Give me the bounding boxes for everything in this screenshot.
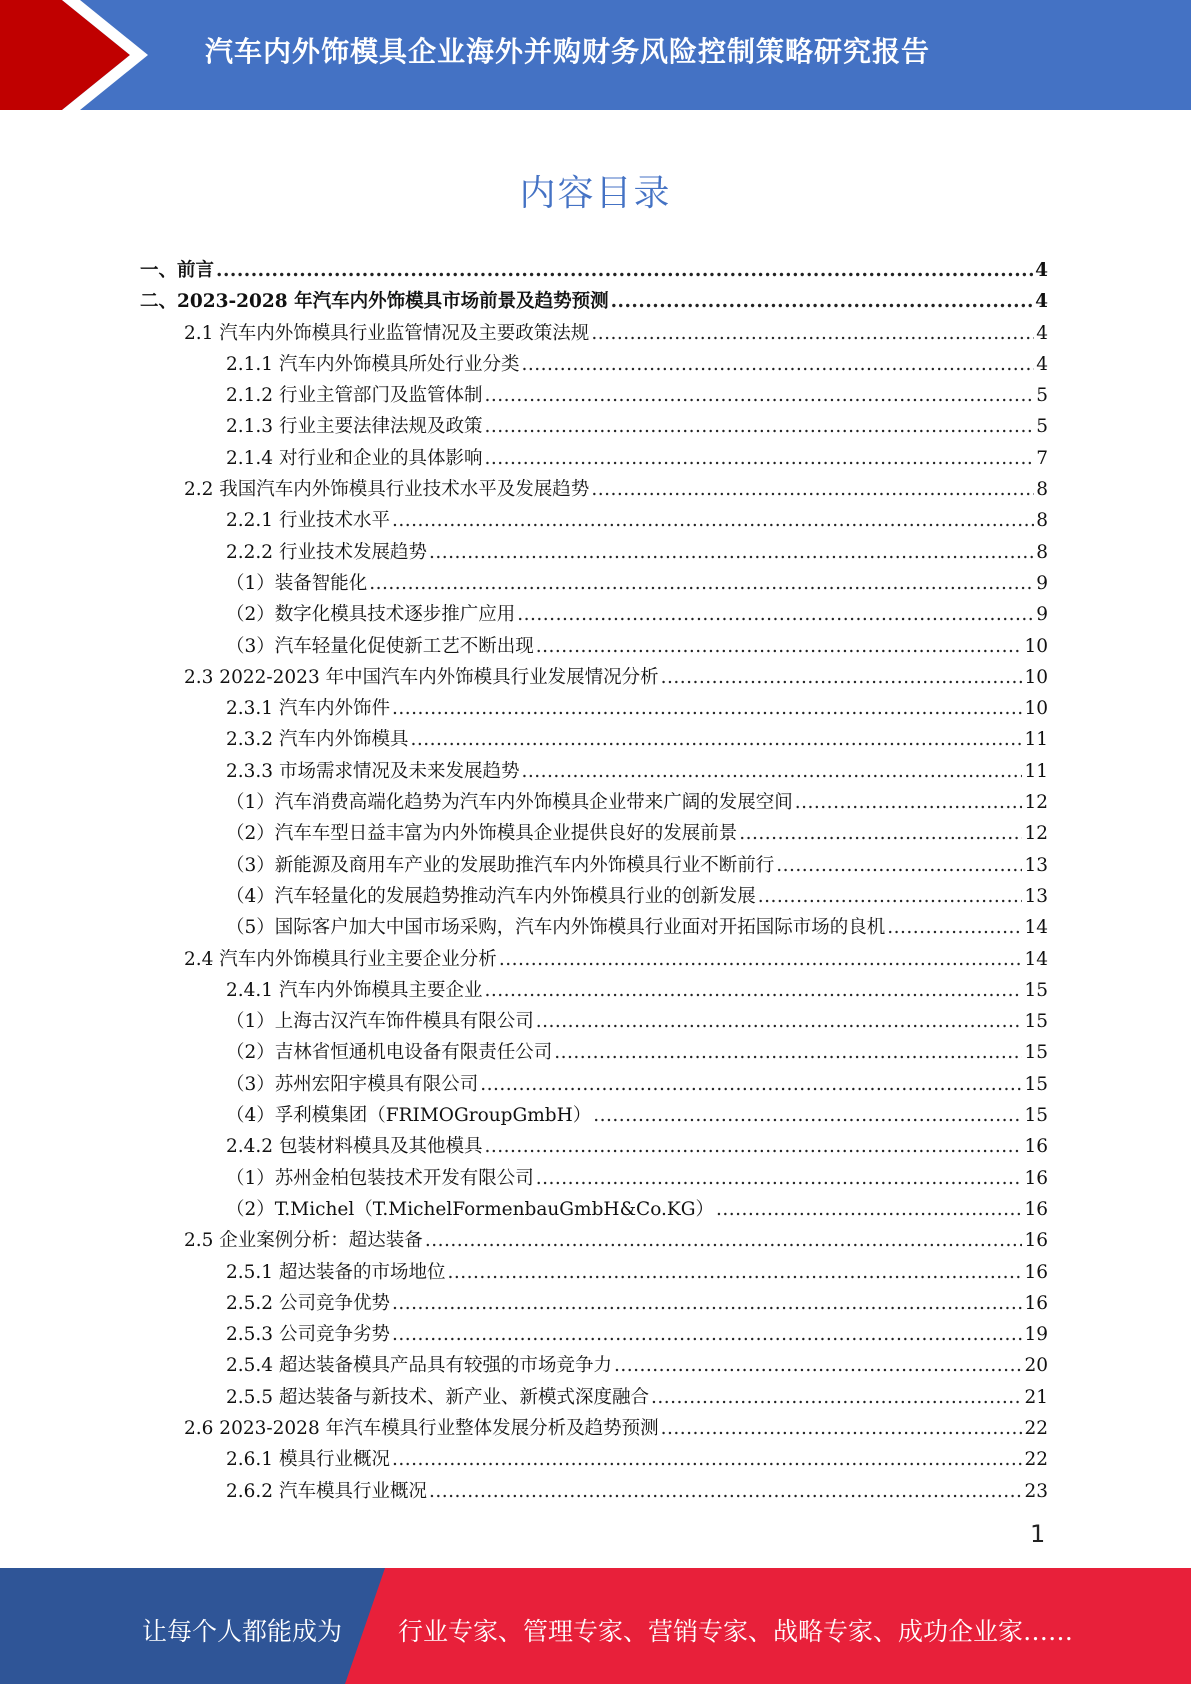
toc-entry-page: 15 [1024, 1073, 1048, 1095]
toc-entry[interactable] [140, 1006, 1048, 1037]
toc-entry-page: 11 [1024, 729, 1048, 751]
toc-entry-label: 2.5.1 超达装备的市场地位 [226, 1261, 446, 1283]
toc-entry-label: 2.5 企业案例分析：超达装备 [184, 1230, 423, 1252]
toc-entry-page: 11 [1024, 760, 1048, 782]
toc-entry-page: 13 [1024, 854, 1048, 876]
toc-entry-page: 9 [1036, 572, 1048, 594]
toc-entry-page: 14 [1024, 948, 1048, 970]
toc-dot-leader [739, 818, 1022, 849]
toc-entry-label: 2.4 汽车内外饰模具行业主要企业分析 [184, 948, 497, 970]
toc-entry-label: （4）汽车轻量化的发展趋势推动汽车内外饰模具行业的创新发展 [226, 885, 756, 907]
toc-entry[interactable] [140, 1100, 1048, 1131]
toc-entry-page: 22 [1024, 1417, 1048, 1439]
toc-dot-leader [661, 662, 1023, 693]
toc-entry[interactable] [140, 474, 1048, 505]
toc-dot-leader [392, 1444, 1022, 1475]
toc-entry-label: 2.5.4 超达装备模具产品具有较强的市场竞争力 [226, 1355, 612, 1377]
toc-entry[interactable] [140, 1382, 1048, 1413]
toc-dot-leader [758, 881, 1023, 912]
toc-entry-label: 2.6.2 汽车模具行业概况 [226, 1480, 427, 1502]
toc-entry[interactable] [140, 1350, 1048, 1381]
toc-entry-label: 2.3.3 市场需求情况及未来发展趋势 [226, 760, 520, 782]
toc-entry-page: 16 [1024, 1136, 1048, 1158]
toc-dot-leader [425, 1225, 1023, 1256]
toc-entry-page: 4 [1035, 291, 1048, 313]
toc-entry[interactable] [140, 662, 1048, 693]
toc-dot-leader [536, 631, 1023, 662]
toc-dot-leader [499, 944, 1023, 975]
toc-dot-leader [369, 568, 1034, 599]
toc-entry-page: 10 [1024, 635, 1048, 657]
toc-entry-label: （2）汽车车型日益丰富为内外饰模具企业提供良好的发展前景 [226, 823, 738, 845]
toc-entry-label: （1）上海古汉汽车饰件模具有限公司 [226, 1011, 534, 1033]
toc-entry-label: 二、2023-2028 年汽车内外饰模具市场前景及趋势预测 [140, 291, 609, 313]
toc-dot-leader [447, 1257, 1022, 1288]
toc-entry[interactable] [140, 380, 1048, 411]
toc-entry-page: 16 [1024, 1261, 1048, 1283]
toc-entry-label: 2.1 汽车内外饰模具行业监管情况及主要政策法规 [184, 322, 590, 344]
toc-dot-leader [484, 443, 1034, 474]
toc-dot-leader [410, 724, 1022, 755]
toc-dot-leader [554, 1037, 1022, 1068]
footer-slogan-right: 行业专家、管理专家、营销专家、战略专家、成功企业家…… [398, 1617, 1074, 1646]
toc-entry[interactable] [140, 1225, 1048, 1256]
toc-entry-label: 2.5.5 超达装备与新技术、新产业、新模式深度融合 [226, 1386, 649, 1408]
toc-entry[interactable] [140, 1413, 1048, 1444]
toc-entry-page: 15 [1024, 1042, 1048, 1064]
toc-entry-label: 2.1.4 对行业和企业的具体影响 [226, 447, 483, 469]
toc-entry-page: 5 [1036, 416, 1048, 438]
toc-entry-page: 22 [1024, 1449, 1048, 1471]
toc-dot-leader [429, 1476, 1022, 1507]
toc-dot-leader [593, 1100, 1022, 1131]
page-number: 1 [1030, 1520, 1046, 1548]
toc-entry-label: 2.2.2 行业技术发展趋势 [226, 541, 427, 563]
report-title: 汽车内外饰模具企业海外并购财务风险控制策略研究报告 [205, 35, 931, 68]
toc-entry-label: （5）国际客户加大中国市场采购，汽车内外饰模具行业面对开拓国际市场的良机 [226, 917, 886, 939]
toc-entry[interactable] [140, 787, 1048, 818]
toc-entry-page: 8 [1036, 541, 1048, 563]
toc-entry-page: 12 [1024, 792, 1048, 814]
toc-entry-label: （4）孚利模集团（FRIMOGroupGmbH） [226, 1105, 592, 1127]
toc-dot-leader [591, 318, 1034, 349]
toc-entry-label: （2）T.Michel（T.MichelFormenbauGmbH&Co.KG） [226, 1198, 714, 1220]
toc-entry-label: 2.2.1 行业技术水平 [226, 510, 390, 532]
toc-dot-leader [484, 411, 1034, 442]
toc-entry-page: 5 [1036, 385, 1048, 407]
toc-entry-page: 4 [1035, 260, 1048, 281]
toc-entry-label: 2.3.2 汽车内外饰模具 [226, 729, 409, 751]
toc-entry-page: 15 [1024, 979, 1048, 1001]
toc-dot-leader [517, 599, 1034, 630]
toc-entry[interactable] [140, 286, 1048, 317]
toc-entry[interactable] [140, 881, 1048, 912]
toc-entry[interactable] [140, 1288, 1048, 1319]
toc-entry-label: （2）吉林省恒通机电设备有限责任公司 [226, 1042, 553, 1064]
toc-dot-leader [795, 787, 1023, 818]
toc-entry[interactable] [140, 505, 1048, 536]
toc-entry-page: 12 [1024, 823, 1048, 845]
toc-entry[interactable] [140, 1131, 1048, 1162]
toc-entry[interactable] [140, 724, 1048, 755]
toc-entry[interactable] [140, 1476, 1048, 1507]
toc-entry-page: 10 [1024, 666, 1048, 688]
toc-entry-page: 16 [1024, 1198, 1048, 1220]
toc-entry[interactable] [140, 1163, 1048, 1194]
toc-entry-page: 14 [1024, 917, 1048, 939]
page-footer [0, 1568, 1191, 1684]
toc-dot-leader [521, 756, 1022, 787]
footer-slogan-left: 让每个人都能成为 [142, 1617, 343, 1646]
toc-entry-label: （3）新能源及商用车产业的发展助推汽车内外饰模具行业不断前行 [226, 854, 775, 876]
toc-entry-label: 2.3 2022-2023 年中国汽车内外饰模具行业发展情况分析 [184, 666, 659, 688]
toc-entry-label: 2.5.3 公司竞争劣势 [226, 1324, 390, 1346]
toc-entry-page: 16 [1024, 1292, 1048, 1314]
toc-entry-page: 8 [1036, 479, 1048, 501]
toc-entry-label: 2.3.1 汽车内外饰件 [226, 698, 390, 720]
toc-entry-label: （1）苏州金柏包装技术开发有限公司 [226, 1167, 534, 1189]
toc-entry-label: （1）装备智能化 [226, 572, 368, 594]
toc-entry-page: 23 [1024, 1480, 1048, 1502]
toc-entry[interactable] [140, 1319, 1048, 1350]
toc-entry-label: （3）苏州宏阳宇模具有限公司 [226, 1073, 479, 1095]
toc-entry-label: （3）汽车轻量化促使新工艺不断出现 [226, 635, 534, 657]
toc-entry-label: 2.1.1 汽车内外饰模具所处行业分类 [226, 353, 520, 375]
toc-entry[interactable] [140, 1037, 1048, 1068]
toc-entry[interactable] [140, 255, 1048, 286]
toc-entry[interactable] [140, 944, 1048, 975]
toc-entry[interactable] [140, 818, 1048, 849]
toc-entry-page: 7 [1036, 447, 1048, 469]
toc-entry[interactable] [140, 1444, 1048, 1475]
toc-dot-leader [611, 286, 1034, 317]
toc-entry[interactable] [140, 568, 1048, 599]
toc-dot-leader [536, 1163, 1023, 1194]
toc-dot-leader [480, 1069, 1022, 1100]
page-header [0, 0, 1191, 110]
toc-entry[interactable] [140, 693, 1048, 724]
toc-entry[interactable] [140, 349, 1048, 380]
toc-dot-leader [651, 1382, 1022, 1413]
toc-entry-page: 13 [1024, 885, 1048, 907]
toc-entry[interactable] [140, 411, 1048, 442]
toc-dot-leader [887, 912, 1022, 943]
toc-dot-leader [484, 975, 1022, 1006]
toc-entry-label: 2.6.1 模具行业概况 [226, 1449, 390, 1471]
toc-dot-leader [484, 380, 1034, 411]
toc-entry-label: 2.6 2023-2028 年汽车模具行业整体发展分析及趋势预测 [184, 1417, 659, 1439]
toc-dot-leader [392, 1288, 1022, 1319]
toc-entry-label: （2）数字化模具技术逐步推广应用 [226, 604, 516, 626]
toc-entry-label: 2.1.3 行业主要法律法规及政策 [226, 416, 483, 438]
toc-entry-page: 9 [1036, 604, 1048, 626]
toc-entry[interactable] [140, 318, 1048, 349]
toc-dot-leader [614, 1350, 1022, 1381]
toc-entry[interactable] [140, 1257, 1048, 1288]
toc-entry[interactable] [140, 599, 1048, 630]
toc-entry-page: 16 [1024, 1167, 1048, 1189]
toc-entry[interactable] [140, 975, 1048, 1006]
toc-dot-leader [661, 1413, 1023, 1444]
toc-entry-page: 10 [1024, 698, 1048, 720]
toc-dot-leader [521, 349, 1034, 380]
toc-heading: 内容目录 [519, 173, 672, 214]
toc-entry-page: 4 [1036, 322, 1048, 344]
toc-dot-leader [591, 474, 1034, 505]
toc-entry-label: 2.4.1 汽车内外饰模具主要企业 [226, 979, 483, 1001]
toc-dot-leader [716, 1194, 1022, 1225]
toc-dot-leader [484, 1131, 1022, 1162]
toc-entry[interactable] [140, 912, 1048, 943]
toc-entry[interactable] [140, 1069, 1048, 1100]
toc-entry-page: 15 [1024, 1011, 1048, 1033]
toc-dot-leader [776, 850, 1022, 881]
toc-entry-page: 19 [1024, 1324, 1048, 1346]
toc-dot-leader [392, 1319, 1022, 1350]
toc-dot-leader [536, 1006, 1023, 1037]
toc-entry-label: 2.2 我国汽车内外饰模具行业技术水平及发展趋势 [184, 479, 590, 501]
toc-entry-label: 一、前言 [140, 260, 215, 281]
toc-entry-page: 21 [1024, 1386, 1048, 1408]
toc-entry-page: 20 [1024, 1355, 1048, 1377]
toc-entry[interactable] [140, 631, 1048, 662]
toc-dot-leader [429, 537, 1034, 568]
toc-entry-page: 16 [1024, 1230, 1048, 1252]
table-of-contents [140, 255, 1048, 1507]
toc-entry-label: （1）汽车消费高端化趋势为汽车内外饰模具企业带来广阔的发展空间 [226, 792, 793, 814]
toc-entry[interactable] [140, 756, 1048, 787]
toc-entry-page: 4 [1036, 353, 1048, 375]
toc-entry[interactable] [140, 537, 1048, 568]
toc-entry-page: 15 [1024, 1105, 1048, 1127]
toc-dot-leader [216, 255, 1033, 286]
toc-dot-leader [392, 693, 1022, 724]
toc-entry-label: 2.5.2 公司竞争优势 [226, 1292, 390, 1314]
toc-entry-page: 8 [1036, 510, 1048, 532]
toc-entry[interactable] [140, 850, 1048, 881]
toc-entry[interactable] [140, 443, 1048, 474]
toc-entry[interactable] [140, 1194, 1048, 1225]
toc-entry-label: 2.4.2 包装材料模具及其他模具 [226, 1136, 483, 1158]
toc-dot-leader [392, 505, 1034, 536]
toc-entry-label: 2.1.2 行业主管部门及监管体制 [226, 385, 483, 407]
